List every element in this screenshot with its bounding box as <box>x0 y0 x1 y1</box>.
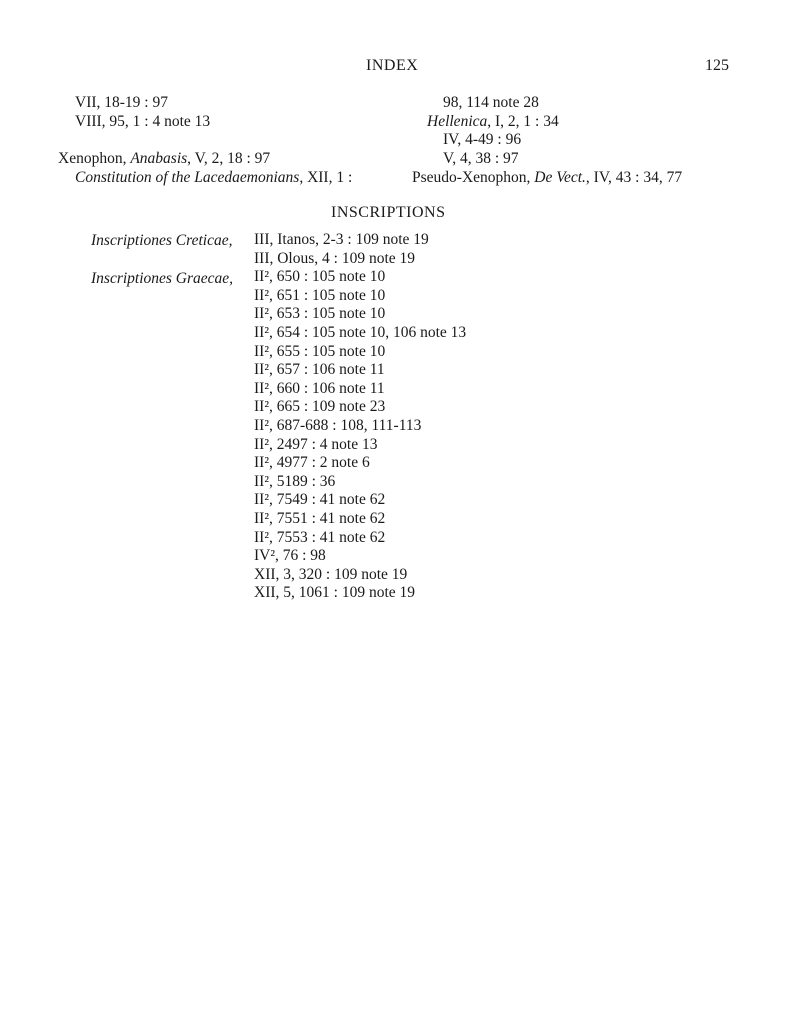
inscription-entry: II², 7549 : 41 note 62 <box>254 491 386 509</box>
inscription-entry: XII, 3, 320 : 109 note 19 <box>254 565 408 583</box>
inscription-entry: II², 5189 : 36 <box>254 472 336 490</box>
running-header: INDEX <box>366 57 419 74</box>
inscription-entry: II², 7551 : 41 note 62 <box>254 509 386 527</box>
inscription-entry: II², 653 : 105 note 10 <box>254 305 386 323</box>
index-entry: VII, 18-19 : 97 <box>75 94 168 111</box>
inscription-entry: II², 654 : 105 note 10, 106 note 13 <box>254 323 467 341</box>
inscription-entry: IV², 76 : 98 <box>254 547 326 565</box>
inscription-entry: II², 665 : 109 note 23 <box>254 398 386 416</box>
index-entry: IV, 4-49 : 96 <box>443 131 522 148</box>
work-title: Anabasis <box>130 150 188 167</box>
inscription-entries <box>254 231 466 603</box>
work-title: Hellenica <box>427 113 488 130</box>
inscription-entry: II², 2497 : 4 note 13 <box>254 435 378 453</box>
inscription-entry: II², 655 : 105 note 10 <box>254 342 386 360</box>
reference: , V, 2, 18 : 97 <box>187 150 271 167</box>
inscription-entry: II², 687-688 : 108, 111-113 <box>254 416 422 434</box>
index-entry-xenophon <box>58 150 270 168</box>
inscription-entry: II², 657 : 106 note 11 <box>254 361 385 379</box>
inscription-entry: II², 651 : 105 note 10 <box>254 286 386 304</box>
corpus-label-creticae: Inscriptiones Creticae, <box>91 232 233 249</box>
reference: , XII, 1 : <box>299 169 353 186</box>
index-entry-hellenica <box>427 113 559 131</box>
inscription-entry: II², 7553 : 41 note 62 <box>254 528 386 546</box>
reference: , IV, 43 : 34, 77 <box>585 169 683 186</box>
index-entry-constitution <box>75 169 352 187</box>
index-entry: VIII, 95, 1 : 4 note 13 <box>75 113 211 130</box>
author-name: Pseudo-Xenophon, <box>412 169 535 186</box>
reference: , I, 2, 1 : 34 <box>487 113 559 130</box>
index-entry: V, 4, 38 : 97 <box>443 150 519 167</box>
index-entry-pseudo-xenophon <box>412 169 682 187</box>
inscription-entry: III, Itanos, 2-3 : 109 note 19 <box>254 231 429 248</box>
inscription-entry: III, Olous, 4 : 109 note 19 <box>254 249 416 267</box>
inscription-entry: II², 4977 : 2 note 6 <box>254 454 370 472</box>
inscription-entry: II², 660 : 106 note 11 <box>254 379 385 397</box>
inscription-entry: II², 650 : 105 note 10 <box>254 268 386 286</box>
author-name: Xenophon, <box>58 150 131 167</box>
inscription-entry: XII, 5, 1061 : 109 note 19 <box>254 584 416 602</box>
index-entry: 98, 114 note 28 <box>443 94 539 111</box>
work-title: De Vect. <box>534 169 586 186</box>
work-title: Constitution of the Lacedaemonians <box>75 169 300 186</box>
page-number: 125 <box>705 57 729 74</box>
corpus-label-graecae: Inscriptiones Graecae, <box>91 270 234 287</box>
section-heading-inscriptions: INSCRIPTIONS <box>331 204 446 221</box>
